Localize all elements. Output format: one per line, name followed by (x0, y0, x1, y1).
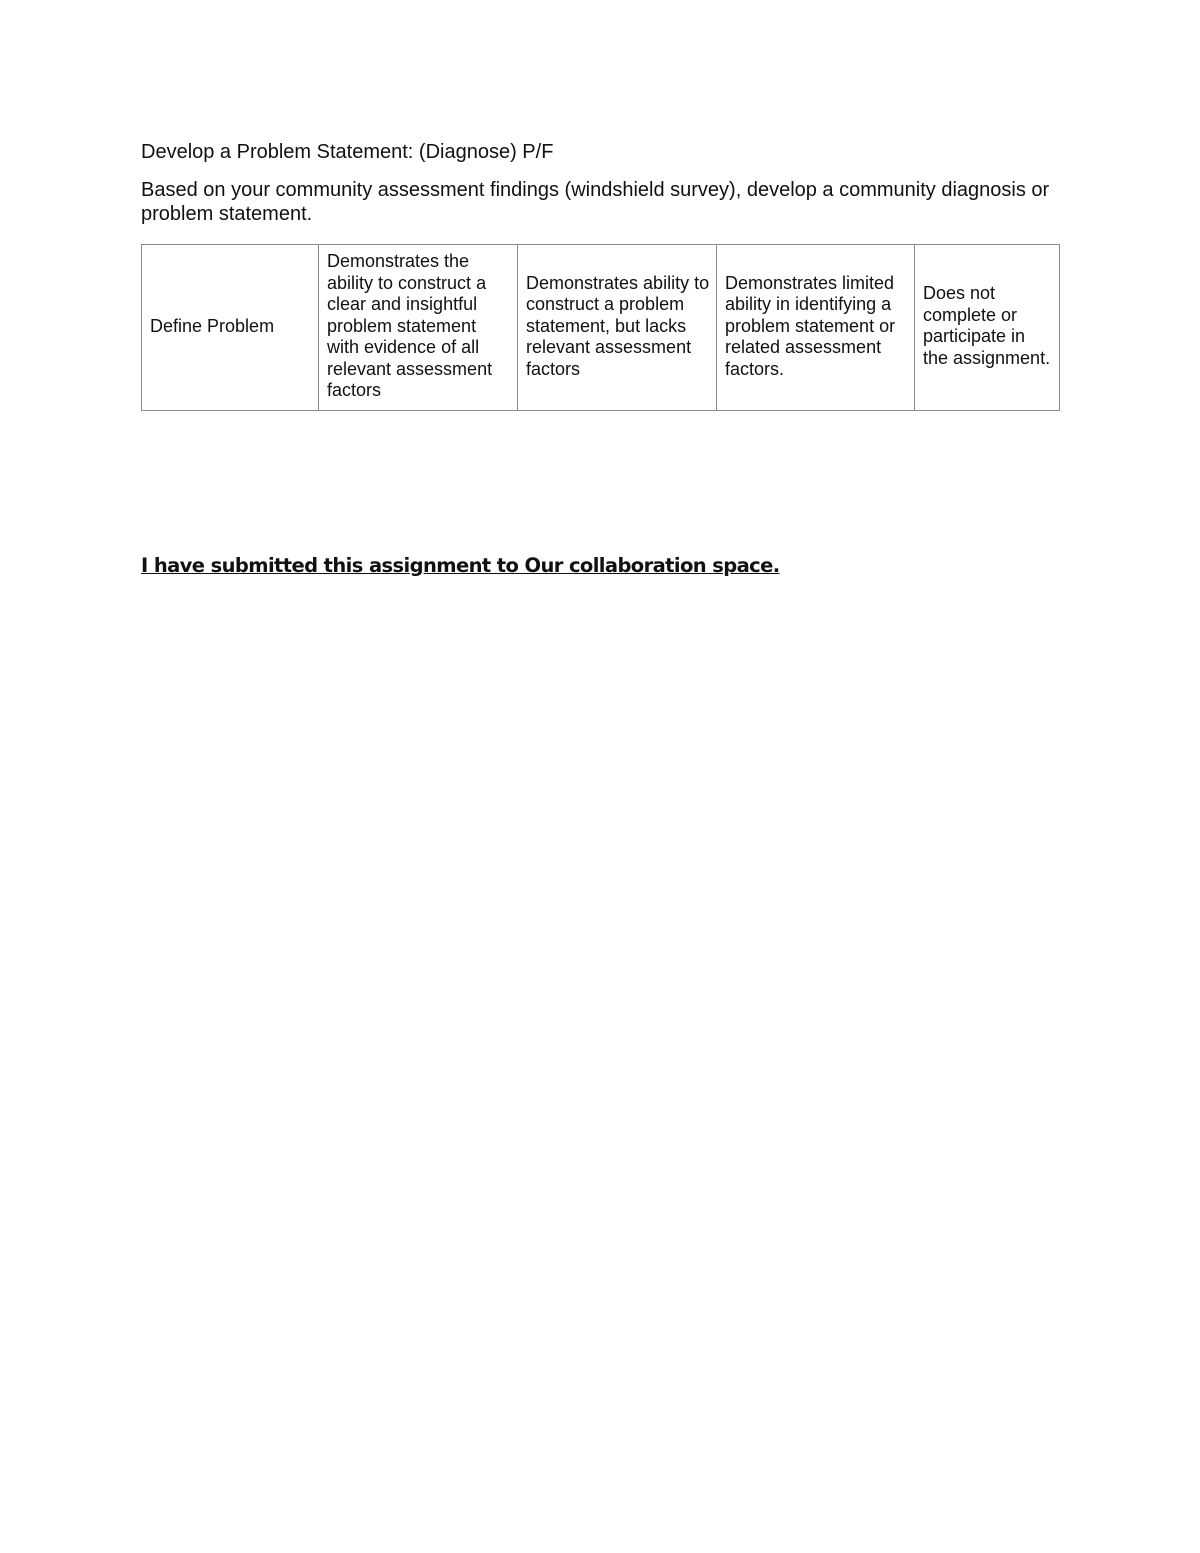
rubric-level-cell: Demonstrates limited ability in identifying a problem statement or related assessment factors. (717, 245, 915, 411)
rubric-level-cell: Demonstrates ability to construct a problem statement, but lacks relevant assessment factors (518, 245, 717, 411)
rubric-level-cell: Does not complete or participate in the assignment. (915, 245, 1060, 411)
document-intro: Based on your community assessment findings (windshield survey), develop a community diagnosis or problem statement. (141, 179, 1050, 225)
rubric-level-cell: Demonstrates the ability to construct a clear and insightful problem statement with evidence of all relevant assessment factors (319, 245, 518, 411)
submission-note: I have submitted this assignment to Our collaboration space. (141, 554, 780, 577)
document-page (141, 138, 1059, 411)
document-heading: Develop a Problem Statement: (Diagnose) P/F (141, 141, 554, 163)
table-row (142, 245, 1060, 411)
rubric-table (141, 244, 1060, 411)
rubric-criterion-cell: Define Problem (142, 245, 319, 411)
